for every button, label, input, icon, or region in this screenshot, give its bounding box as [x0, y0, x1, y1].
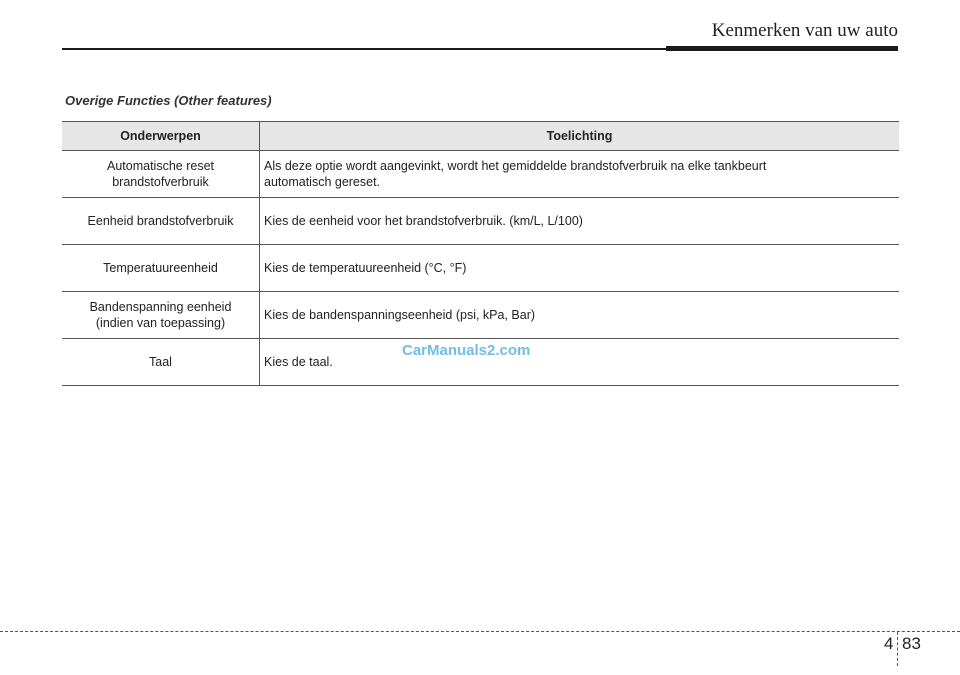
table-cell-description	[260, 245, 900, 292]
table-row	[62, 245, 899, 292]
subject-line: (indien van toepassing)	[95, 316, 226, 330]
table-cell-subject	[62, 198, 260, 245]
column-header-description: Toelichting	[260, 122, 900, 151]
header-rule-accent	[666, 46, 898, 51]
table-cell-description	[260, 292, 900, 339]
table-cell-subject	[62, 339, 260, 386]
subject-line: Bandenspanning eenheid	[89, 300, 232, 314]
table-cell-subject	[62, 245, 260, 292]
subject-line: brandstofverbruik	[112, 175, 209, 189]
table-cell-description	[260, 339, 900, 386]
table-row	[62, 198, 899, 245]
section-title: Overige Functies (Other features)	[65, 93, 272, 108]
description-line: automatisch gereset.	[264, 175, 381, 189]
description-line: Als deze optie wordt aangevinkt, wordt het gemiddelde brandstofverbruik na elke tankbeurt	[264, 159, 767, 173]
page-number-divider	[897, 632, 898, 666]
subject-line: Automatische reset	[107, 159, 214, 173]
table-cell-subject	[62, 151, 260, 198]
table-cell-description	[260, 198, 900, 245]
footer-rule	[0, 631, 960, 632]
chapter-title: Kenmerken van uw auto	[711, 20, 898, 41]
table-header-row	[62, 122, 899, 151]
table-row	[62, 151, 899, 198]
subject-line: Temperatuureenheid	[103, 261, 218, 275]
chapter-number: 4	[884, 634, 894, 653]
table-cell-subject	[62, 292, 260, 339]
subject-line: Eenheid brandstofverbruik	[87, 214, 234, 228]
watermark-link[interactable]: CarManuals2.com	[402, 342, 531, 359]
description-line: Kies de taal.	[264, 355, 333, 369]
table-cell-description	[260, 151, 900, 198]
subject-line: Taal	[149, 355, 172, 369]
description-line: Kies de temperatuureenheid (°C, °F)	[264, 261, 467, 275]
page-number: 83	[902, 634, 921, 653]
description-line: Kies de eenheid voor het brandstofverbruik. (km/L, L/100)	[264, 214, 583, 228]
description-line: Kies de bandenspanningseenheid (psi, kPa, Bar)	[264, 308, 536, 322]
column-header-subject: Onderwerpen	[62, 122, 260, 151]
table-row	[62, 292, 899, 339]
